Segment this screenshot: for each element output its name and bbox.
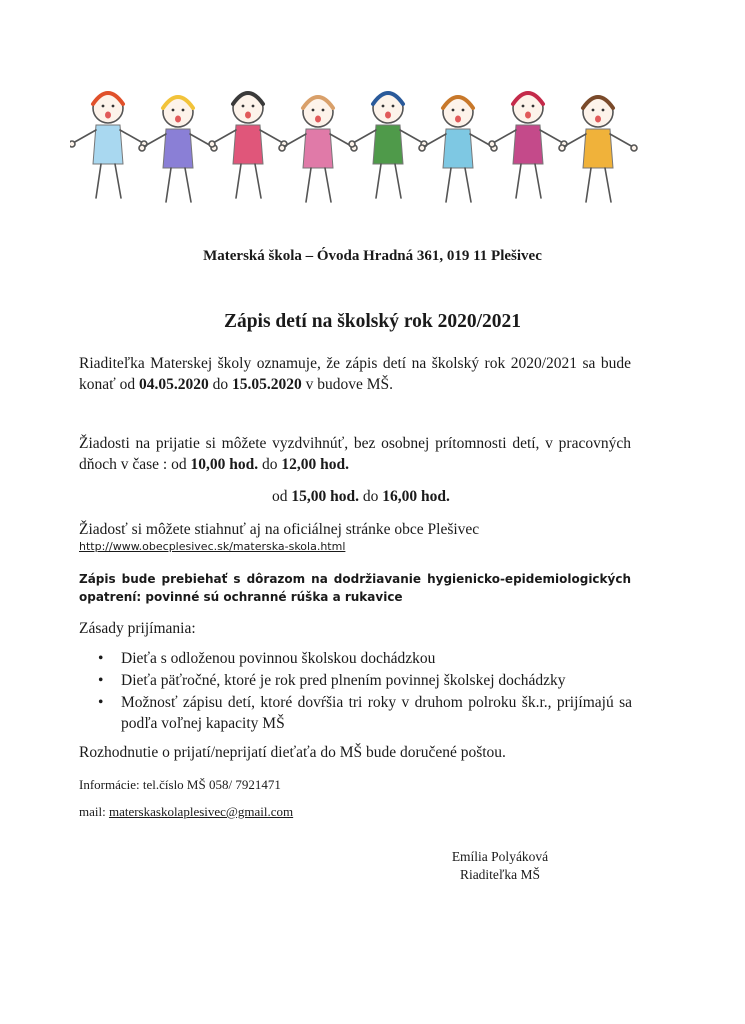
principles-list (84, 648, 632, 735)
page-title: Zápis detí na školský rok 2020/2021 (223, 311, 522, 332)
children-illustration (70, 74, 640, 214)
download-text: Žiadosť si môžete stiahnuť aj na oficiálnej stránke obce Plešivec (79, 521, 480, 538)
website-link[interactable]: http://www.obecplesivec.sk/materska-skola.html (79, 540, 346, 553)
list-item: • Dieťa s odloženou povinnou školskou dochádzkou (98, 650, 436, 667)
principal-name: Emília Polyáková (451, 849, 549, 864)
contact-mail: mail: materskaskolaplesivec@gmail.com (79, 804, 294, 819)
school-name: Materská škola – Óvoda Hradná 361, 019 11 Plešivec (203, 248, 542, 264)
date-to: 15.05.2020 (232, 376, 302, 393)
list-item: • Možnosť zápisu detí, ktoré dovŕšia tri roky v druhom polroku šk.r., prijímajú sa podľa voľnej kapacity MŠ (98, 694, 632, 732)
email-link[interactable]: materskaskolaplesivec@gmail.com (108, 804, 294, 819)
applications-paragraph: Žiadosti na prijatie si môžete vyzdvihnúť, bez osobnej prítomnosti detí, v pracovných dňoch v čase : od 10,00 hod. do 12,00 hod. (79, 435, 631, 473)
date-from: 04.05.2020 (139, 376, 209, 393)
principal-role: Riaditeľka MŠ (459, 867, 541, 882)
bullet-icon: • (98, 694, 104, 711)
bullet-icon: • (98, 650, 104, 667)
afternoon-hours: od 15,00 hod. do 16,00 hod. (272, 488, 450, 505)
announcement-paragraph: Riaditeľka Materskej školy oznamuje, že zápis detí na školský rok 2020/2021 sa bude konať od 04.05.2020 do 15.05.2020 v budove MŠ. (79, 355, 631, 393)
hygiene-notice: Zápis bude prebiehať s dôrazom na dodržiavanie hygienicko-epidemiologických opatrení: povinné sú ochranné rúška a rukavice (79, 572, 631, 604)
morning-to: 12,00 hod. (281, 456, 349, 473)
signature-block (430, 848, 570, 884)
bullet-icon: • (98, 672, 104, 689)
contact-phone: Informácie: tel.číslo MŠ 058/ 7921471 (79, 777, 281, 792)
morning-from: 10,00 hod. (190, 456, 259, 473)
decision-text: Rozhodnutie o prijatí/neprijatí dieťaťa do MŠ bude doručené poštou. (79, 744, 506, 761)
principles-heading: Zásady prijímania: (79, 620, 196, 637)
list-item: • Dieťa päťročné, ktoré je rok pred plnením povinnej školskej dochádzky (98, 672, 566, 689)
